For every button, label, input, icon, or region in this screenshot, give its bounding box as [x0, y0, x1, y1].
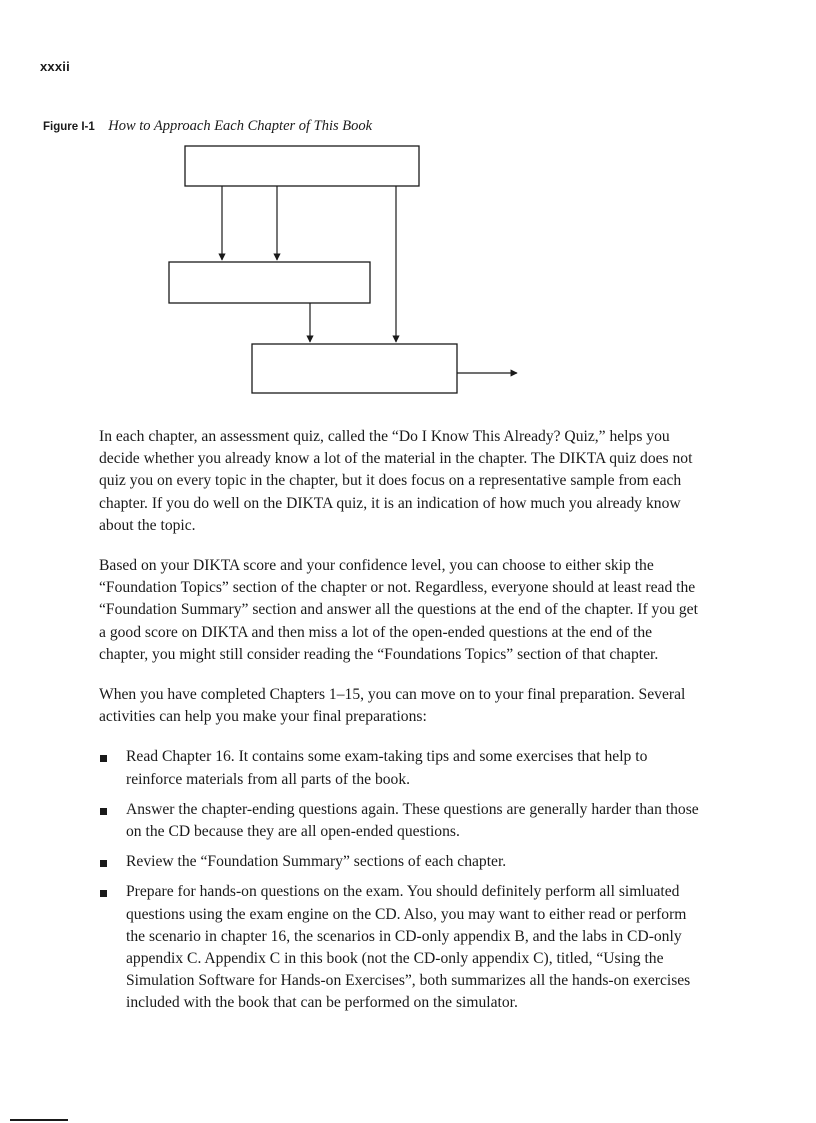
flowchart-box-top: [185, 146, 419, 186]
flowchart-box-bottom: [252, 344, 457, 393]
paragraph-dikta-quiz: In each chapter, an assessment quiz, called the “Do I Know This Already? Quiz,” helps you decide whether you already know a lot of the material in the chapter. The DIKTA quiz does not quiz you on every topic in the chapter, but it does focus on a representative sample from each chapter. If you do well on the DIKTA quiz, it is an indication of how much you already know about the topic.: [99, 428, 693, 534]
list-item: [99, 851, 705, 873]
preparation-list: [99, 746, 705, 1014]
list-item-text: Prepare for hands-on questions on the exam. You should definitely perform all simluated questions using the exam engine on the CD. Also, you may want to either read or perform the scenario in chapter 16, the scenarios in CD-only appendix B, and the labs in CD-only appendix C. Appendix C in this book (not the CD-only appendix C), titled, “Using the Simulation Software for Hands-on Exercises”, both summarizes all the hands-on exercises included with the book that can be performed on the simulator.: [126, 883, 691, 1012]
list-item: [99, 799, 705, 843]
footer-rule: [10, 1119, 68, 1121]
figure-label: Figure I-1: [43, 121, 95, 133]
flowchart-diagram: [0, 0, 816, 420]
bullet-square-icon: [100, 808, 107, 815]
list-item-text: Answer the chapter-ending questions again. These questions are generally harder than those on the CD because they are all open-ended questions.: [126, 800, 699, 841]
page-number: xxxii: [40, 59, 70, 74]
paragraph-dikta-score: Based on your DIKTA score and your confidence level, you can choose to either skip the “Foundation Topics” section of the chapter or not. Regardless, everyone should at least read the “Foundation Summary” section and answer all the questions at the end of the chapter. If you get a good score on DIKTA and then miss a lot of the open-ended questions at the end of the chapter, you might still consider reading the “Foundations Topics” section of that chapter.: [99, 557, 698, 663]
bullet-square-icon: [100, 860, 107, 867]
figure-title: How to Approach Each Chapter of This Book: [108, 118, 373, 134]
body-text: [99, 426, 705, 1023]
flowchart-box-middle: [169, 262, 370, 303]
paragraph-final-preparation: When you have completed Chapters 1–15, you can move on to your final preparation. Several activities can help you make your final preparations:: [99, 686, 686, 726]
list-item-text: Review the “Foundation Summary” sections of each chapter.: [126, 853, 507, 871]
list-item-text: Read Chapter 16. It contains some exam-taking tips and some exercises that help to reinforce materials from all parts of the book.: [126, 748, 648, 788]
bullet-square-icon: [100, 890, 107, 897]
bullet-square-icon: [100, 755, 107, 762]
list-item: [99, 881, 705, 1014]
list-item: [99, 746, 705, 790]
